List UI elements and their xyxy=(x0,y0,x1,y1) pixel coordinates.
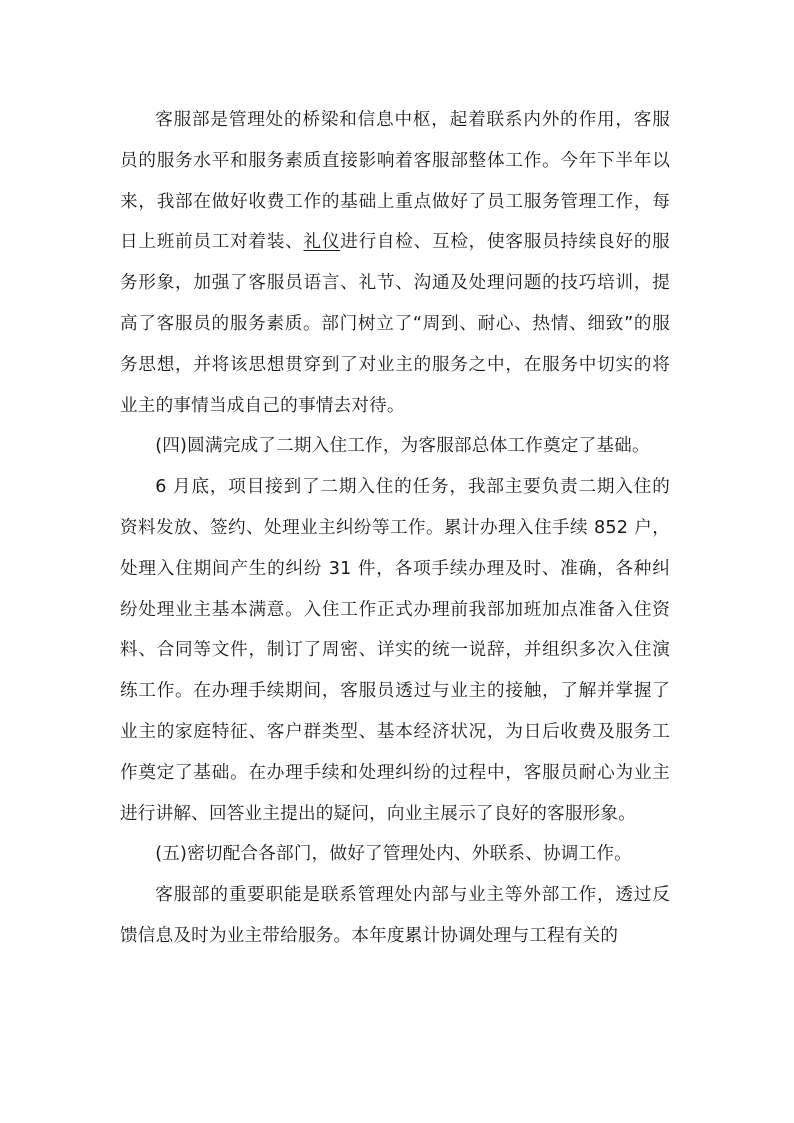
paragraph-customer-service-intro xyxy=(120,100,670,426)
paragraph-phase-two-checkin: 6 月底，项目接到了二期入住的任务，我部主要负责二期入住的资料发放、签约、处理业主纠纷等工作。累计办理入住手续 852 户，处理入住期间产生的纠纷 31 件，各项手续办理及时、准确，各种纠纷处理业主基本满意。入住工作正式办理前我部加班加点准备入住资料、合同等文件，制订了周密、详实的统一说辞，并组织多次入住演练工作。在办理手续期间，客服员透过与业主的接触，了解并掌握了业主的家庭特征、客户群类型、基本经济状况，为日后收费及服务工作奠定了基础。在办理手续和处理纠纷的过程中，客服员耐心为业主进行讲解、回答业主提出的疑问，向业主展示了良好的客服形象。 xyxy=(120,477,670,824)
section-heading-5: (五)密切配合各部门，做好了管理处内、外联系、协调工作。 xyxy=(155,844,632,865)
section-heading-4: (四)圆满完成了二期入住工作，为客服部总体工作奠定了基础。 xyxy=(155,436,650,457)
paragraph-text-part: 进行自检、互检，使客服员持续良好的服务形象，加强了客服员语言、礼节、沟通及处理问题的技巧培训，提高了客服员的服务素质。部门树立了“周到、耐心、热情、细致”的服务思想，并将该思想贯穿到了对业主的服务之中，在服务中切实的将业主的事情当成自己的事情去对待。 xyxy=(120,232,670,416)
underlined-term: 礼仪 xyxy=(303,232,341,253)
paragraph-coordination: 客服部的重要职能是联系管理处内部与业主等外部工作，透过反馈信息及时为业主带给服务。本年度累计协调处理与工程有关的 xyxy=(120,885,670,946)
paragraph-text-part: 客服部是管理处的桥梁和信息中枢，起着联系内外的作用，客服员的服务水平和服务素质直接影响着客服部整体工作。今年下半年以来，我部在做好收费工作的基础上重点做好了员工服务管理工作，每日上班前员工对着装、 xyxy=(120,110,670,253)
document-body xyxy=(120,100,670,957)
